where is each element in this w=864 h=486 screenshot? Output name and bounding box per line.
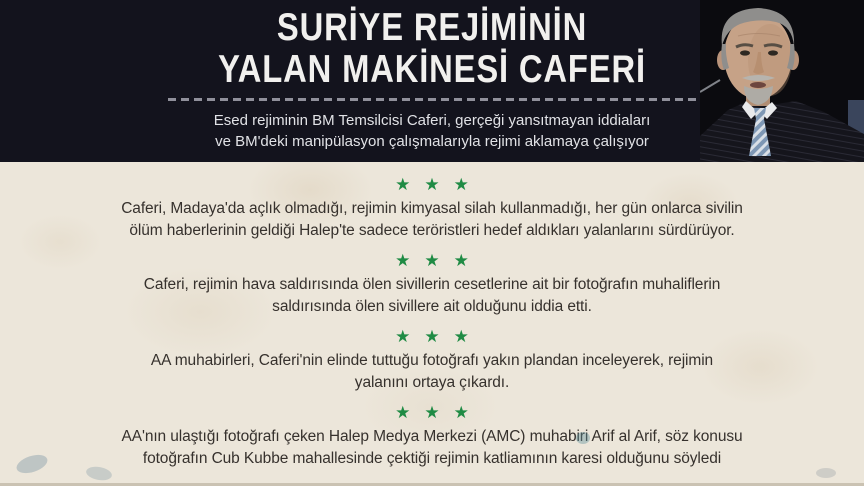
paragraph-3-line-1: AA muhabirleri, Caferi'nin elinde tuttuğu fotoğrafı yakın plandan inceleyerek, rejimin bbox=[150, 352, 714, 369]
star-icon: ★ bbox=[395, 175, 411, 194]
star-icon: ★ bbox=[424, 327, 440, 346]
section-1 bbox=[0, 175, 864, 242]
mouth bbox=[750, 82, 766, 88]
star-icon: ★ bbox=[395, 251, 411, 270]
paragraph-3 bbox=[0, 350, 864, 394]
watercolor-blob bbox=[816, 468, 836, 478]
portrait-photo bbox=[700, 0, 864, 162]
tie-knot bbox=[754, 108, 766, 119]
paragraph-2-line-1: Caferi, rejimin hava saldırısında ölen sivillerin cesetlerine ait bir fotoğrafın muhaliflerin bbox=[143, 276, 721, 293]
section-2 bbox=[0, 251, 864, 318]
paragraph-4-line-2: fotoğrafın Cub Kubbe mahallesinde çektiği rejimin katliamının karesi olduğunu söyledi bbox=[142, 450, 722, 467]
page-title-line-2: YALAN MAKİNESİ CAFERİ bbox=[218, 48, 646, 91]
body-area bbox=[0, 162, 864, 486]
eye-right bbox=[768, 50, 778, 55]
star-icon: ★ bbox=[424, 175, 440, 194]
paragraph-2-line-2: saldırısında ölen sivillere ait olduğunu iddia etti. bbox=[272, 298, 592, 315]
paragraph-2 bbox=[0, 274, 864, 318]
paragraph-4 bbox=[0, 426, 864, 470]
paragraph-3-line-2: yalanını ortaya çıkardı. bbox=[354, 374, 510, 391]
eye-left bbox=[740, 50, 750, 55]
subtitle-line-1: Esed rejiminin BM Temsilcisi Caferi, gerçeği yansıtmayan iddiaları bbox=[213, 112, 651, 129]
star-separator bbox=[0, 327, 864, 346]
paragraph-4-line-1: AA'nın ulaştığı fotoğrafı çeken Halep Medya Merkezi (AMC) muhabiri Arif al Arif, söz konusu bbox=[121, 428, 743, 445]
header-banner bbox=[0, 0, 864, 162]
dashed-divider bbox=[168, 98, 696, 101]
paragraph-1-line-1: Caferi, Madaya'da açlık olmadığı, rejimin kimyasal silah kullanmadığı, her gün onlarca sivilin bbox=[121, 200, 743, 217]
paragraph-1 bbox=[0, 198, 864, 242]
star-icon: ★ bbox=[453, 251, 469, 270]
star-icon: ★ bbox=[395, 327, 411, 346]
section-3 bbox=[0, 327, 864, 394]
paragraph-1-line-2: ölüm haberlerinin geldiği Halep'te sadece teröristleri hedef aldıkları yalanlarını sürdürüyor. bbox=[129, 222, 735, 239]
star-icon: ★ bbox=[424, 403, 440, 422]
subtitle-line-2: ve BM'deki manipülasyon çalışmalarıyla rejimi aklamaya çalışıyor bbox=[215, 133, 649, 150]
star-icon: ★ bbox=[453, 327, 469, 346]
star-separator bbox=[0, 403, 864, 422]
star-icon: ★ bbox=[424, 251, 440, 270]
page-title-line-1: SURİYE REJİMİNİN bbox=[276, 6, 588, 49]
star-separator bbox=[0, 251, 864, 270]
star-icon: ★ bbox=[453, 403, 469, 422]
watercolor-blob bbox=[576, 432, 590, 444]
star-icon: ★ bbox=[453, 175, 469, 194]
section-4 bbox=[0, 403, 864, 470]
star-separator bbox=[0, 175, 864, 194]
star-icon: ★ bbox=[395, 403, 411, 422]
